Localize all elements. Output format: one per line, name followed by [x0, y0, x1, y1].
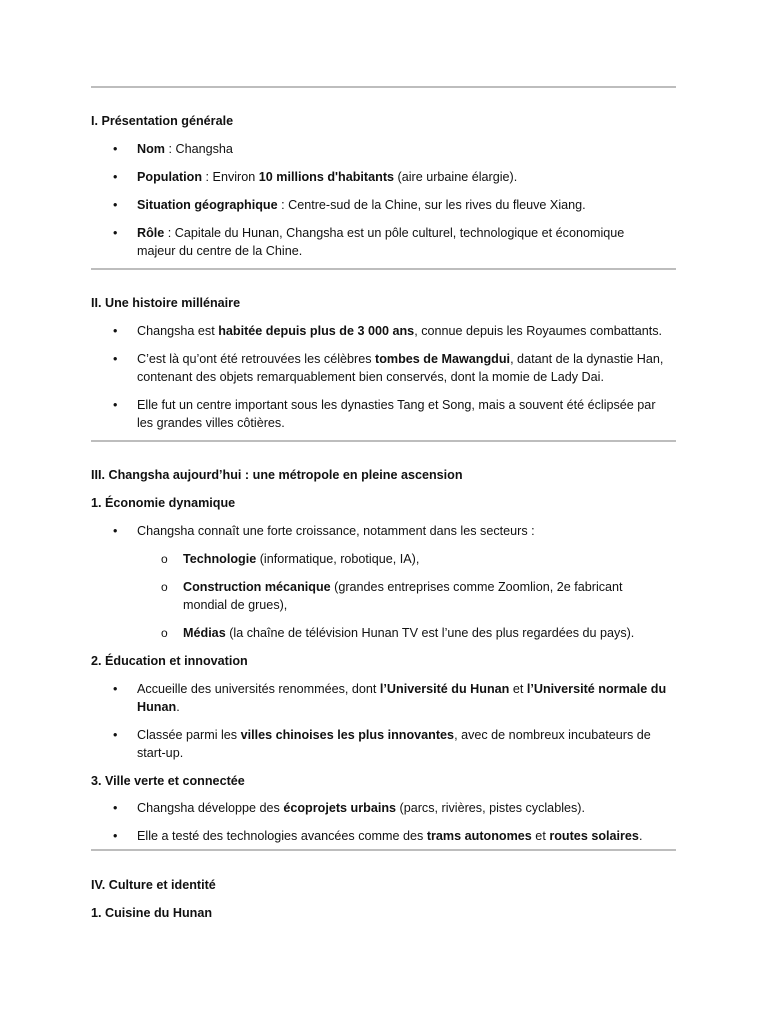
- section-heading: I. Présentation générale: [91, 114, 234, 128]
- horizontal-rule: [91, 86, 676, 88]
- section-aujourdhui: [91, 466, 681, 845]
- bullet-list: [91, 522, 681, 642]
- list-item: • Elle fut un centre important sous les dynasties Tang et Song, mais a souvent été éclipsée par les grandes villes côtières.: [91, 396, 681, 432]
- subsection-heading: 1. Cuisine du Hunan: [91, 906, 213, 920]
- list-item: • Situation géographique : Centre-sud de la Chine, sur les rives du fleuve Xiang.: [91, 196, 681, 214]
- list-item: • Changsha est habitée depuis plus de 3 000 ans, connue depuis les Royaumes combattants.: [91, 322, 681, 340]
- sublist-item: o Construction mécanique (grandes entreprises comme Zoomlion, 2e fabricant mondial de grues),: [91, 578, 681, 614]
- list-item: • Population : Environ 10 millions d'habitants (aire urbaine élargie).: [91, 168, 681, 186]
- bullet-list: [91, 140, 681, 260]
- section-heading: III. Changsha aujourd’hui : une métropole en pleine ascension: [91, 468, 463, 482]
- list-item: • Nom : Changsha: [91, 140, 681, 158]
- horizontal-rule: [91, 849, 676, 851]
- horizontal-rule: [91, 440, 676, 442]
- list-item: • Changsha connaît une forte croissance, notamment dans les secteurs :: [91, 522, 681, 540]
- list-item: • Classée parmi les villes chinoises les plus innovantes, avec de nombreux incubateurs de start-up.: [91, 726, 681, 762]
- list-item: • Changsha développe des écoprojets urbains (parcs, rivières, pistes cyclables).: [91, 799, 681, 817]
- horizontal-rule: [91, 268, 676, 270]
- list-item: • Elle a testé des technologies avancées comme des trams autonomes et routes solaires.: [91, 827, 681, 845]
- section-heading: IV. Culture et identité: [91, 878, 216, 892]
- bullet-list: [91, 799, 681, 845]
- subsection-heading: 3. Ville verte et connectée: [91, 774, 245, 788]
- list-item: • C’est là qu’ont été retrouvées les célèbres tombes de Mawangdui, datant de la dynastie Han, contenant des objets remarquablement bien conservés, dont la momie de Lady Dai.: [91, 350, 681, 386]
- list-item: • Accueille des universités renommées, dont l’Université du Hunan et l’Université normale du Hunan.: [91, 680, 681, 716]
- sublist-item: o Technologie (informatique, robotique, IA),: [91, 550, 681, 568]
- subsection-heading: 2. Éducation et innovation: [91, 654, 248, 668]
- section-presentation: [91, 112, 681, 260]
- bullet-list: [91, 322, 681, 432]
- sublist-item: o Médias (la chaîne de télévision Hunan TV est l’une des plus regardées du pays).: [91, 624, 681, 642]
- section-heading: II. Une histoire millénaire: [91, 296, 241, 310]
- bullet-list: [91, 680, 681, 762]
- subsection-heading: 1. Économie dynamique: [91, 496, 236, 510]
- section-histoire: [91, 294, 681, 432]
- section-culture: [91, 876, 681, 922]
- list-item: • Rôle : Capitale du Hunan, Changsha est un pôle culturel, technologique et économique majeur du centre de la Chine.: [91, 224, 681, 260]
